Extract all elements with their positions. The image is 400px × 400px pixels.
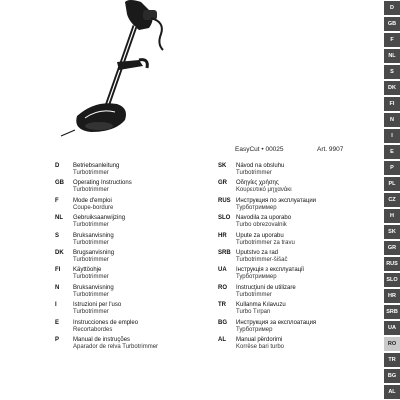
language-tab-ua[interactable]: UA	[384, 321, 400, 335]
language-tab-nl[interactable]: NL	[384, 49, 400, 63]
document-title: Istruzioni per l'uso	[73, 302, 122, 309]
product-name: EasyCut • 00025	[235, 146, 284, 153]
product-type: Κουρευτικό μηχανάκι	[236, 187, 292, 194]
language-tab-ro[interactable]: RO	[384, 337, 400, 351]
document-title: Mode d'emploi	[73, 197, 112, 204]
document-title: Manual de instruções	[73, 336, 131, 343]
document-title: Upute za uporabu	[236, 232, 284, 239]
product-type: Turbotrimmer-šišač	[236, 256, 288, 263]
language-tab-fi[interactable]: FI	[384, 97, 400, 111]
language-entry	[218, 285, 368, 302]
language-code: RO	[218, 284, 227, 291]
language-code: P	[55, 336, 60, 343]
language-tab-hr[interactable]: HR	[384, 289, 400, 303]
document-title: Инструкция по эксплуатации	[236, 197, 317, 204]
document-title: Uputstvo za rad	[236, 249, 279, 256]
language-entry	[218, 320, 368, 337]
product-type: Турботример	[236, 326, 273, 333]
document-title: Instrucţiuni de utilizare	[236, 284, 296, 291]
language-index-tabs	[384, 0, 400, 400]
language-entry	[218, 250, 368, 267]
product-type: Турботриммер	[236, 204, 277, 211]
language-code: TR	[218, 302, 226, 309]
document-title: Οδηγίες χρήσης	[236, 180, 279, 187]
document-title: Manual përdorimi	[236, 336, 283, 343]
language-tab-s[interactable]: S	[384, 65, 400, 79]
language-tab-gb[interactable]: GB	[384, 17, 400, 31]
product-type: Turbotrimmer	[73, 187, 109, 194]
language-entry	[218, 180, 368, 197]
language-tab-gr[interactable]: GR	[384, 241, 400, 255]
trimmer-illustration	[55, 0, 190, 140]
language-code: F	[55, 197, 59, 204]
language-tab-al[interactable]: AL	[384, 385, 400, 399]
language-code: I	[55, 302, 57, 309]
document-title: Bruksanvisning	[73, 284, 114, 291]
product-type: Турботриммер	[236, 274, 277, 281]
language-code: E	[55, 319, 60, 326]
product-type: Turbotrimmer	[236, 291, 272, 298]
language-tab-h[interactable]: H	[384, 209, 400, 223]
document-title: Návod na obsluhu	[236, 163, 285, 169]
product-type: Turbotrimmer	[73, 256, 109, 263]
document-title: Operating Instructions	[73, 180, 132, 187]
language-entry	[55, 337, 205, 354]
language-tab-n[interactable]: N	[384, 113, 400, 127]
product-type: Turbotrimmer	[73, 222, 109, 229]
model-line	[235, 146, 365, 156]
language-entry	[55, 180, 205, 197]
document-title: Instrucciones de empleo	[73, 319, 139, 326]
language-tab-slo[interactable]: SLO	[384, 273, 400, 287]
language-entry	[55, 302, 205, 319]
document-title: Инструкция за експлоатация	[236, 319, 317, 326]
language-entry	[218, 163, 368, 180]
language-code: UA	[218, 267, 227, 274]
language-code: BG	[218, 319, 227, 326]
document-title: Navodila za uporabo	[236, 215, 292, 222]
language-code: HR	[218, 232, 227, 239]
product-type: Turbotrimmer	[73, 170, 109, 176]
language-code: SLO	[218, 215, 231, 222]
language-tab-e[interactable]: E	[384, 145, 400, 159]
product-type: Korrëse bari turbo	[236, 343, 285, 350]
document-title: Інструкція з експлуатації	[236, 267, 305, 274]
language-tab-pl[interactable]: PL	[384, 177, 400, 191]
language-code: RUS	[218, 197, 231, 204]
product-type: Turbo Tırpan	[236, 309, 271, 316]
language-entry	[55, 163, 205, 180]
language-tab-d[interactable]: D	[384, 1, 400, 15]
language-code: S	[55, 232, 60, 239]
language-tab-i[interactable]: I	[384, 129, 400, 143]
language-tab-tr[interactable]: TR	[384, 353, 400, 367]
product-type: Turbotrimmer	[73, 309, 109, 316]
language-tab-bg[interactable]: BG	[384, 369, 400, 383]
language-code: D	[55, 163, 60, 169]
language-entry	[218, 198, 368, 215]
language-entry	[218, 215, 368, 232]
language-entry	[55, 198, 205, 215]
document-title: Gebruiksaanwijzing	[73, 215, 126, 222]
document-title: Bruksanvisning	[73, 232, 114, 239]
document-title: Betriebsanleitung	[73, 163, 120, 169]
language-tab-dk[interactable]: DK	[384, 81, 400, 95]
product-type: Recortabordes	[73, 326, 113, 333]
language-code: FI	[55, 267, 61, 274]
language-code: SRB	[218, 249, 231, 256]
language-entry	[55, 285, 205, 302]
language-list-right	[218, 163, 368, 354]
product-type: Turbotrimmer	[236, 170, 272, 176]
language-entry	[55, 215, 205, 232]
language-tab-sk[interactable]: SK	[384, 225, 400, 239]
product-type: Turbotrimmer	[73, 291, 109, 298]
language-entry	[218, 302, 368, 319]
language-entry	[218, 267, 368, 284]
language-entry	[218, 233, 368, 250]
language-tab-f[interactable]: F	[384, 33, 400, 47]
product-type: Turbotrimmer	[73, 274, 109, 281]
product-type: Turbotrimmer	[73, 239, 109, 246]
product-type: Coupe-bordure	[73, 204, 114, 211]
language-tab-p[interactable]: P	[384, 161, 400, 175]
language-entry	[55, 320, 205, 337]
language-code: AL	[218, 336, 226, 343]
language-tab-cz[interactable]: CZ	[384, 193, 400, 207]
language-tab-srb[interactable]: SRB	[384, 305, 400, 319]
language-list-left	[55, 163, 205, 354]
language-entry	[55, 233, 205, 250]
language-code: GR	[218, 180, 227, 187]
product-type: Turbotrimmer za travu	[236, 239, 295, 246]
document-title: Kullanma Kılavuzu	[236, 302, 286, 309]
language-entry	[218, 337, 368, 354]
product-type: Aparador de relva Turbotrimmer	[73, 343, 159, 350]
product-type: Turbo obrezovalnik	[236, 222, 287, 229]
language-code: SK	[218, 163, 227, 169]
language-entry	[55, 267, 205, 284]
language-code: GB	[55, 180, 64, 187]
language-entry	[55, 250, 205, 267]
language-code: N	[55, 284, 60, 291]
language-code: NL	[55, 215, 63, 222]
document-title: Brugsanvisning	[73, 249, 115, 256]
language-code: DK	[55, 249, 64, 256]
language-tab-rus[interactable]: RUS	[384, 257, 400, 271]
article-number: Art. 9907	[317, 146, 344, 153]
document-title: Käyttöohje	[73, 267, 102, 274]
